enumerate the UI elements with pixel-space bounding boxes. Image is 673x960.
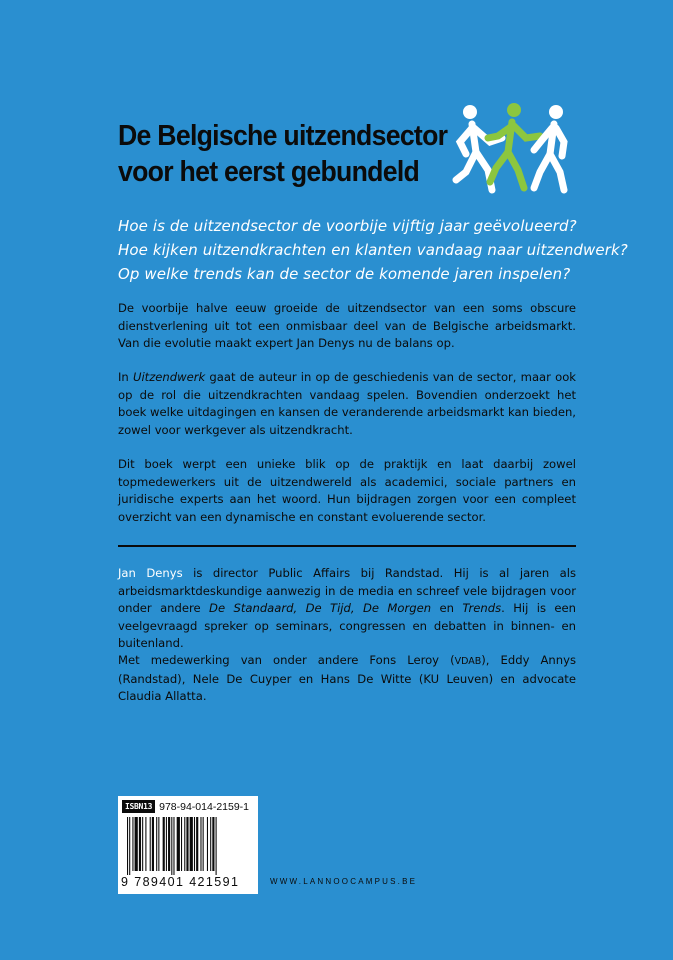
- barcode-bar: [135, 817, 138, 871]
- isbn-barcode: [118, 796, 258, 894]
- paragraph-content: [118, 369, 576, 439]
- barcode-bar: [210, 817, 211, 871]
- barcode-bar: [184, 817, 185, 871]
- paragraph-content-post: gaat de auteur in op de geschiedenis van de sector, maar ook op de rol die uitzendkrachten vandaag spelen. Bovendien onderzoekt het boek welke uitdagingen en kansen de veranderende arbeidsmarkt kan bieden, zowel voor werkgever als uitzendkracht.: [118, 370, 577, 437]
- barcode-bar: [163, 817, 165, 871]
- paragraph-content-pre: In: [118, 370, 133, 384]
- cover-title: [118, 118, 448, 190]
- media-sep-1: ,: [293, 601, 306, 615]
- barcode-bar: [203, 817, 204, 871]
- barcode-bar: [145, 817, 146, 871]
- barcode-bars: [127, 817, 249, 875]
- contributors-a: Met medewerking van onder andere Fons Leroy (: [118, 653, 455, 667]
- intro-questions: [118, 214, 628, 286]
- three-walking-figures-icon: [452, 98, 572, 198]
- barcode-bar: [173, 817, 174, 875]
- barcode-bar: [127, 817, 128, 875]
- publisher-website: WWW.LANNOOCAMPUS.BE: [270, 877, 418, 886]
- barcode-bar: [168, 817, 170, 871]
- barcode-bar: [216, 817, 217, 875]
- contributors-text: [118, 652, 576, 706]
- isbn-label: ISBN13: [122, 800, 155, 813]
- barcode-bar: [190, 817, 193, 871]
- question-1: Hoe is de uitzendsector de voorbije vijftig jaar geëvolueerd?: [118, 217, 577, 235]
- author-bio: [118, 565, 576, 653]
- paragraph-contributions: Dit boek werpt een unieke blik op de praktijk en laat daarbij zowel topmedewerkers uit de uitzendwereld als academici, sociale partners en juridische experts aan het woord. Hun bijdragen zorgen voor een compleet overzicht van een dynamische en constant evoluerende sector.: [118, 457, 576, 524]
- barcode-bar: [212, 817, 214, 871]
- title-line-1: De Belgische uitzendsector: [118, 120, 448, 152]
- author-name: Jan Denys: [118, 566, 183, 580]
- book-title-inline: Uitzendwerk: [132, 370, 206, 384]
- barcode-bar: [181, 817, 182, 871]
- barcode-bar: [194, 817, 195, 871]
- author-bio-a: is director Public Affairs bij Randstad. Hij is al jaren als arbeidsmarktdeskundige aanwezig in de media en schreef vele bijdragen voor onder andere: [118, 566, 576, 615]
- barcode-bar: [177, 817, 180, 871]
- isbn-number: 978-94-014-2159-1: [159, 800, 250, 813]
- barcode-bar: [200, 817, 201, 871]
- media-2: De Tijd: [305, 601, 351, 615]
- barcode-bar: [139, 817, 141, 871]
- isbn-row: [119, 797, 257, 814]
- media-1: De Standaard: [209, 601, 294, 615]
- title-line-2: voor het eerst gebundeld: [118, 156, 420, 188]
- barcode-digits: 9 789401 421591: [121, 875, 240, 889]
- barcode-bar: [158, 817, 159, 871]
- barcode-bar: [186, 817, 188, 871]
- author-bio-b: . Hij is een veelgevraagd spreker op seminars, congressen en debatten in binnen- en buitenland.: [118, 601, 576, 650]
- barcode-bar: [150, 817, 151, 871]
- media-sep-3: en: [431, 601, 463, 615]
- contributors-vdab: VDAB: [454, 656, 482, 667]
- barcode-bar: [142, 817, 143, 871]
- barcode-bar: [132, 817, 133, 871]
- barcode-bar: [156, 817, 157, 871]
- barcode-bar: [171, 817, 172, 875]
- contributors-b: ), Eddy Annys (Randstad), Nele De Cuyper en Hans De Witte (KU Leuven) en advocate Claudia Allatta.: [118, 653, 576, 703]
- barcode-bar: [152, 817, 154, 871]
- barcode-bar: [207, 817, 208, 871]
- section-divider: [118, 545, 576, 547]
- barcode-bar: [166, 817, 167, 871]
- paragraph-intro: De voorbije halve eeuw groeide de uitzendsector van een soms obscure dienstverlening uit tot een onmisbaar deel van de Belgische arbeidsmarkt. Van die evolutie maakt expert Jan Denys nu de balans op.: [118, 301, 576, 350]
- barcode-bar: [196, 817, 198, 871]
- media-3: De Morgen: [362, 601, 432, 615]
- media-sep-2: ,: [350, 601, 363, 615]
- media-4: Trends: [462, 601, 502, 615]
- question-3: Op welke trends kan de sector de komende jaren inspelen?: [118, 265, 571, 283]
- question-2: Hoe kijken uitzendkrachten en klanten vandaag naar uitzendwerk?: [118, 241, 628, 259]
- barcode-bar: [129, 817, 130, 875]
